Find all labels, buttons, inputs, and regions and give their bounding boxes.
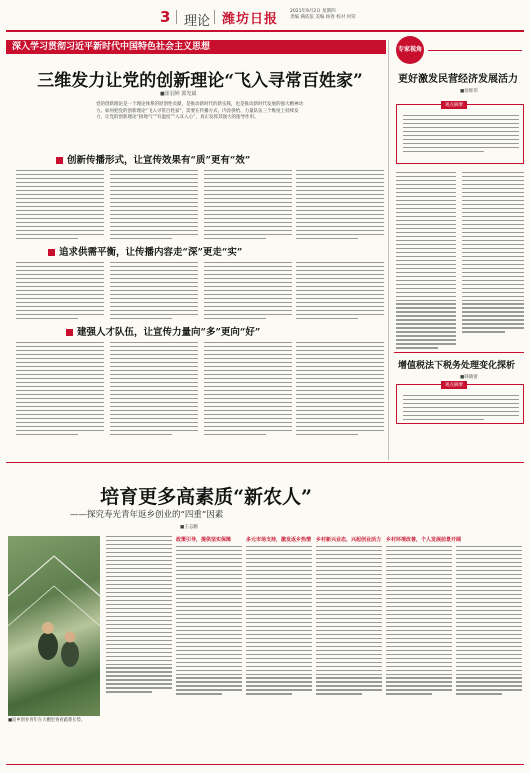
tag-rule [428,50,522,51]
text-column [296,262,384,322]
column-divider [388,40,389,460]
section-heading-2: 追求供需平衡，让传播内容走“深”更走“实” [48,244,242,258]
text-column [386,546,452,697]
text-column [296,342,384,438]
main-headline: 三维发力让党的创新理论“飞入寻常百姓家” [37,71,363,91]
text-column [110,262,198,322]
paper-logo: 潍坊日报 [222,12,279,27]
text-column [106,536,172,695]
bottom-divider [6,462,524,463]
text-column [456,546,522,697]
text-column [246,546,312,697]
issue-date: 2021年9月2日 星期四 [290,9,336,14]
text-column [16,170,104,242]
header-rule [6,30,524,32]
subsection-heading-3: 乡村新兴业态，兴起创业活力 [316,537,382,543]
summary-label: 观点摘要 [441,381,467,389]
text-column [316,546,382,697]
text-column [204,262,292,322]
section-name: 理论 [184,14,211,29]
text-column [16,342,104,438]
square-bullet-icon [48,249,55,256]
header-divider [214,10,215,24]
side-byline: ■徐辉伟 [460,89,478,94]
main-byline: ■崔羽婷 郭光斌 [160,91,197,97]
header-divider [176,10,177,24]
side-headline: 更好激发民营经济发展活力 [398,74,518,85]
page-number: 3 [160,8,171,26]
article-photo [8,536,100,716]
text-column [396,172,456,351]
subsection-heading-1: 政策引导，提供坚实保障 [176,537,232,543]
bottom-headline: 培育更多高素质“新农人” [100,486,312,508]
text-column [110,342,198,438]
topic-banner: 深入学习贯彻习近平新时代中国特色社会主义思想 [6,40,386,54]
editor-credits: 责编 满依依 美编 杨春 校对 何荣 [290,15,356,20]
header-info [290,9,356,21]
main-lead: 党的创新理论是一个理论体系的原创性贡献，是推动新时代的新实践，也是推动新时代发展的强大精神动力。如何把党的创新理论“飞入寻常百姓家”，需要在传播方式、内容供给、力量队伍三个维度上持续发力，让党的创新理论“接地气”“有温度”“入耳入心”，真正发挥其强大的指导作用。 [96,102,303,120]
photo-caption: ■返乡创业青年在大棚里查看蔬菜长势。 [8,718,86,723]
side-second-headline: 增值税法下税务处理变化探析 [398,361,516,371]
side-summary-box [396,104,524,164]
square-bullet-icon [56,157,63,164]
subsection-heading-2: 多元市场支持，激发返乡热情 [246,537,312,543]
section-heading-1: 创新传播形式，让宣传效果有“质”更有“效” [56,152,250,166]
side-second-summary-box [396,384,524,424]
bottom-byline: ■王志鹏 [180,525,198,530]
text-column [204,342,292,438]
footer-rule [6,764,524,765]
bottom-subtitle: ——探究寿光青年返乡创业的“四重”因素 [70,510,224,520]
subsection-heading-4: 乡村环境改善，个人发展前景开阔 [386,537,462,543]
side-section-rule [394,352,524,353]
text-column [462,172,524,335]
text-column [204,170,292,242]
text-column [176,546,242,697]
text-column [110,170,198,242]
side-second-byline: ■韩晓蕾 [460,375,478,380]
column-tag-badge: 专家视角 [396,36,424,64]
text-column [16,262,104,322]
summary-label: 观点摘要 [441,101,467,109]
section-heading-3: 建强人才队伍，让宣传力量向“多”更向“好” [66,324,260,338]
square-bullet-icon [66,329,73,336]
text-column [296,170,384,242]
